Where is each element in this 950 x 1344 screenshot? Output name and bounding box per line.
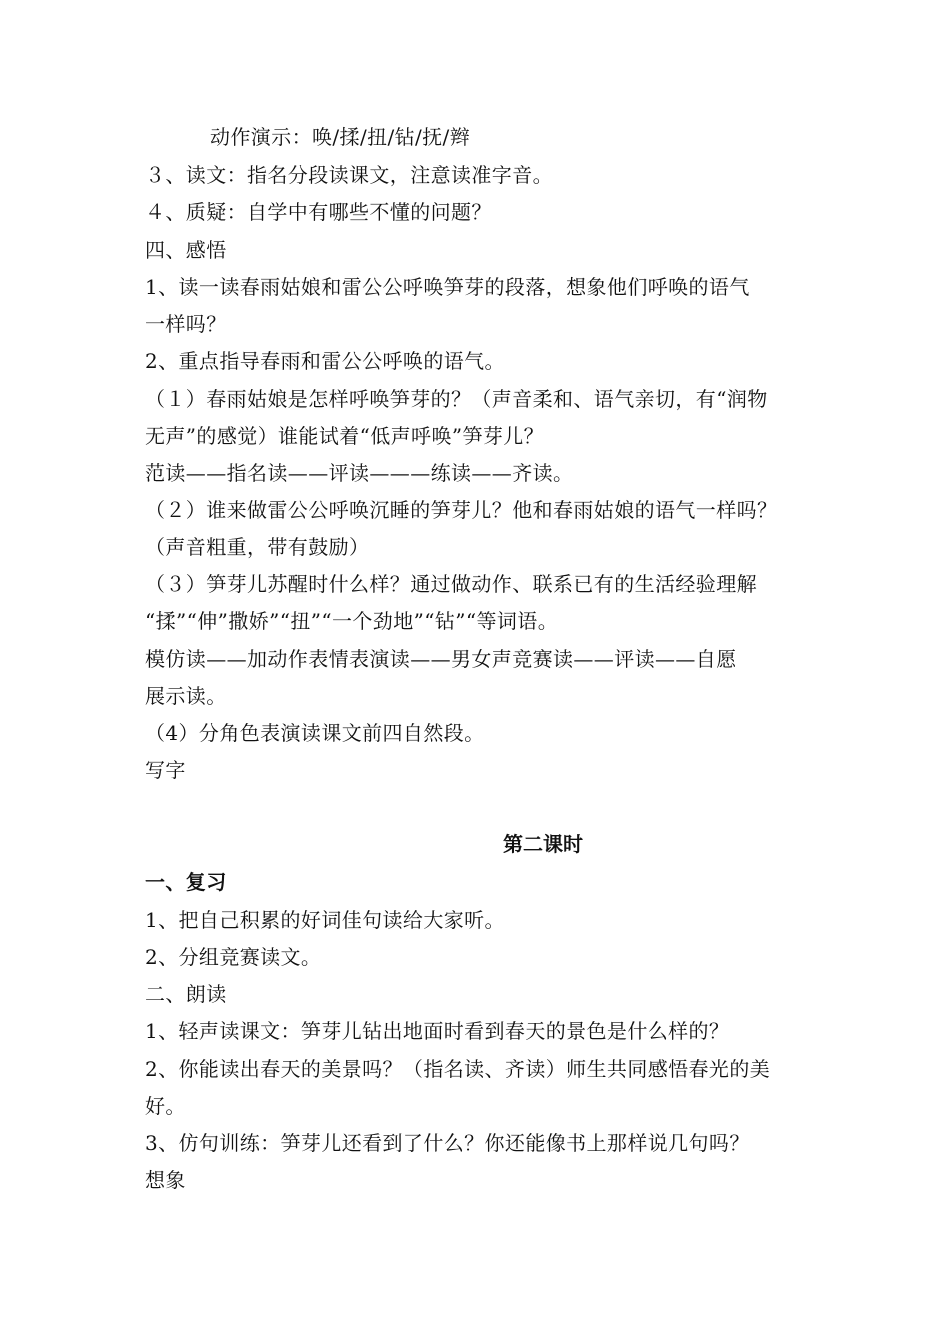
text-line: 1、读一读春雨姑娘和雷公公呼唤笋芽的段落，想象他们呼唤的语气	[145, 275, 750, 299]
text-line: （３）笋芽儿苏醒时什么样？通过做动作、联系已有的生活经验理解	[145, 572, 757, 596]
text-line: （4）分角色表演读课文前四自然段。	[145, 721, 485, 745]
text-line: 范读——指名读——评读———练读——齐读。	[145, 461, 574, 485]
text-line: 展示读。	[145, 684, 227, 708]
text-line: 想象	[145, 1168, 186, 1192]
text-line: 好。	[145, 1094, 186, 1118]
section-heading: 四、感悟	[145, 238, 227, 262]
section-heading: 写字	[145, 758, 186, 782]
text-line: 模仿读——加动作表情表演读——男女声竞赛读——评读——自愿	[145, 647, 737, 671]
text-line: 动作演示：唤/揉/扭/钻/抚/辫	[210, 125, 471, 149]
text-line: 一样吗？	[145, 312, 227, 336]
text-line: 2、重点指导春雨和雷公公呼唤的语气。	[145, 349, 505, 373]
text-line: （声音粗重，带有鼓励）	[145, 535, 370, 559]
text-line: （１）春雨姑娘是怎样呼唤笋芽的？（声音柔和、语气亲切，有“润物	[145, 387, 768, 411]
text-line: 无声”的感觉）谁能试着“低声呼唤”笋芽儿？	[145, 424, 545, 448]
text-line: 1、轻声读课文：笋芽儿钻出地面时看到春天的景色是什么样的？	[145, 1019, 730, 1043]
text-line: ４、质疑：自学中有哪些不懂的问题？	[145, 200, 492, 224]
text-line: 2、分组竞赛读文。	[145, 945, 322, 969]
text-line: ３、读文：指名分段读课文，注意读准字音。	[145, 163, 553, 187]
text-line: （２）谁来做雷公公呼唤沉睡的笋芽儿？他和春雨姑娘的语气一样吗？	[145, 498, 778, 522]
section-heading: 一、复习	[145, 870, 227, 894]
text-line: 2、你能读出春天的美景吗？（指名读、齐读）师生共同感悟春光的美	[145, 1057, 771, 1081]
text-line: 3、仿句训练：笋芽儿还看到了什么？你还能像书上那样说几句吗？	[145, 1131, 750, 1155]
text-line: “揉”“伸”撒娇”“扭”“一个劲地”“钻”“等词语。	[145, 609, 559, 633]
lesson-title: 第二课时	[503, 832, 583, 856]
section-heading: 二、朗读	[145, 982, 227, 1006]
text-line: 1、把自己积累的好词佳句读给大家听。	[145, 908, 505, 932]
